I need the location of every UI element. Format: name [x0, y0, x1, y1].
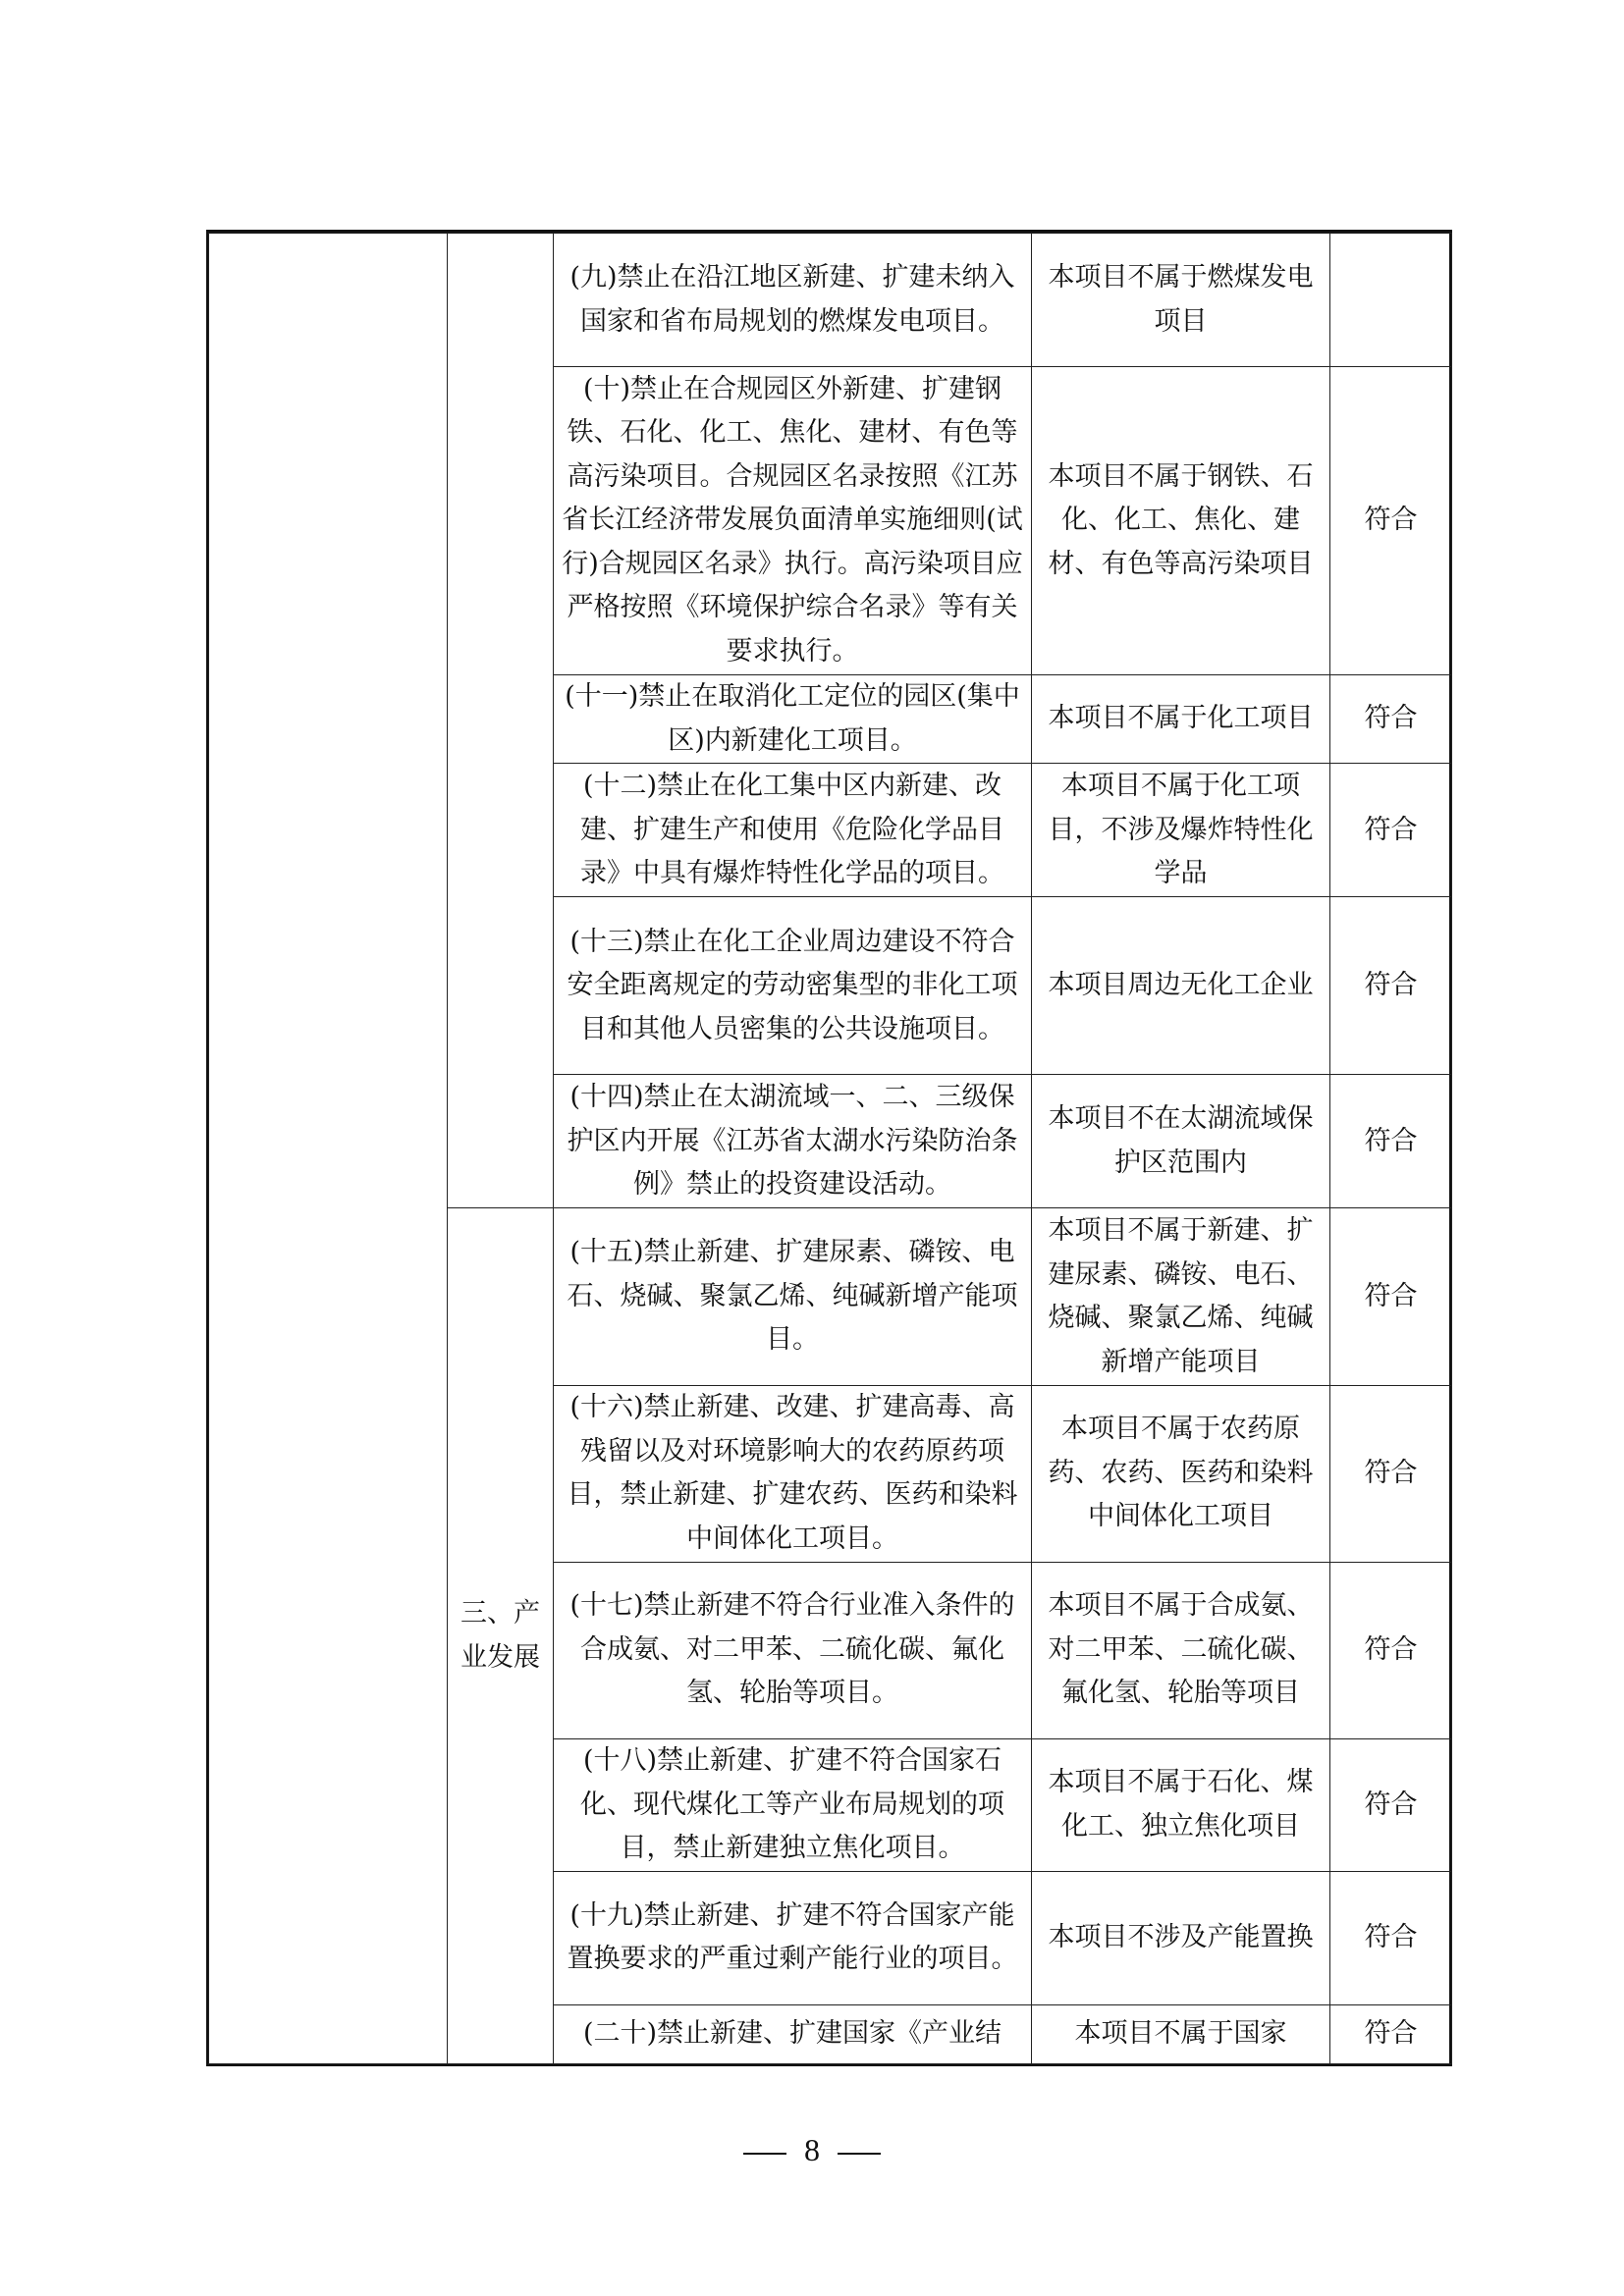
analysis-cell: 本项目不涉及产能置换 [1032, 1871, 1330, 2004]
compliance-table [208, 233, 1452, 2064]
result-cell: 符合 [1330, 2004, 1452, 2063]
result-cell [1330, 234, 1452, 367]
result-cell: 符合 [1330, 1562, 1452, 1738]
analysis-cell: 本项目不属于合成氨、对二甲苯、二硫化碳、氟化氢、轮胎等项目 [1032, 1562, 1330, 1738]
requirement-cell: (十)禁止在合规园区外新建、扩建钢铁、石化、化工、焦化、建材、有色等高污染项目。合规园区名录按照《江苏省长江经济带发展负面清单实施细则(试行)合规园区名录》执行。高污染项目应严格按照《环境保护综合名录》等有关要求执行。 [554, 367, 1032, 675]
analysis-cell: 本项目不属于化工项目，不涉及爆炸特性化学品 [1032, 764, 1330, 897]
requirement-cell: (十三)禁止在化工企业周边建设不符合安全距离规定的劳动密集型的非化工项目和其他人员密集的公共设施项目。 [554, 897, 1032, 1075]
requirement-cell: (十五)禁止新建、扩建尿素、磷铵、电石、烧碱、聚氯乙烯、纯碱新增产能项目。 [554, 1208, 1032, 1385]
requirement-cell: (九)禁止在沿江地区新建、扩建未纳入国家和省布局规划的燃煤发电项目。 [554, 234, 1032, 367]
footer-dash-left [743, 2153, 786, 2155]
result-cell: 符合 [1330, 1075, 1452, 1208]
footer-dash-right [838, 2153, 881, 2155]
analysis-cell: 本项目周边无化工企业 [1032, 897, 1330, 1075]
result-cell: 符合 [1330, 675, 1452, 764]
page-number: 8 [804, 2132, 820, 2167]
category-cell: 三、产业发展 [448, 1208, 554, 2064]
analysis-cell: 本项目不属于石化、煤化工、独立焦化项目 [1032, 1738, 1330, 1871]
requirement-cell: (十二)禁止在化工集中区内新建、改建、扩建生产和使用《危险化学品目录》中具有爆炸特性化学品的项目。 [554, 764, 1032, 897]
analysis-cell: 本项目不属于新建、扩建尿素、磷铵、电石、烧碱、聚氯乙烯、纯碱新增产能项目 [1032, 1208, 1330, 1385]
requirement-cell: (十九)禁止新建、扩建不符合国家产能置换要求的严重过剩产能行业的项目。 [554, 1871, 1032, 2004]
requirement-cell: (十七)禁止新建不符合行业准入条件的合成氨、对二甲苯、二硫化碳、氟化氢、轮胎等项目。 [554, 1562, 1032, 1738]
requirement-cell: (十六)禁止新建、改建、扩建高毒、高残留以及对环境影响大的农药原药项目，禁止新建、扩建农药、医药和染料中间体化工项目。 [554, 1385, 1032, 1562]
analysis-cell: 本项目不属于化工项目 [1032, 675, 1330, 764]
requirement-cell: (十一)禁止在取消化工定位的园区(集中区)内新建化工项目。 [554, 675, 1032, 764]
result-cell: 符合 [1330, 1871, 1452, 2004]
result-cell: 符合 [1330, 897, 1452, 1075]
analysis-cell: 本项目不属于农药原药、农药、医药和染料中间体化工项目 [1032, 1385, 1330, 1562]
analysis-cell: 本项目不属于钢铁、石化、化工、焦化、建材、有色等高污染项目 [1032, 367, 1330, 675]
result-cell: 符合 [1330, 1385, 1452, 1562]
category-blank-cell [448, 234, 554, 1208]
section-blank-cell [209, 234, 448, 2064]
result-cell: 符合 [1330, 764, 1452, 897]
result-cell: 符合 [1330, 1738, 1452, 1871]
analysis-cell: 本项目不属于燃煤发电项目 [1032, 234, 1330, 367]
analysis-cell: 本项目不属于国家 [1032, 2004, 1330, 2063]
requirement-cell: (十八)禁止新建、扩建不符合国家石化、现代煤化工等产业布局规划的项目，禁止新建独立焦化项目。 [554, 1738, 1032, 1871]
analysis-cell: 本项目不在太湖流域保护区范围内 [1032, 1075, 1330, 1208]
table-row [209, 234, 1452, 367]
result-cell: 符合 [1330, 1208, 1452, 1385]
result-cell: 符合 [1330, 367, 1452, 675]
page-footer [0, 2132, 1624, 2168]
requirement-cell: (二十)禁止新建、扩建国家《产业结 [554, 2004, 1032, 2063]
requirement-cell: (十四)禁止在太湖流域一、二、三级保护区内开展《江苏省太湖水污染防治条例》禁止的投资建设活动。 [554, 1075, 1032, 1208]
